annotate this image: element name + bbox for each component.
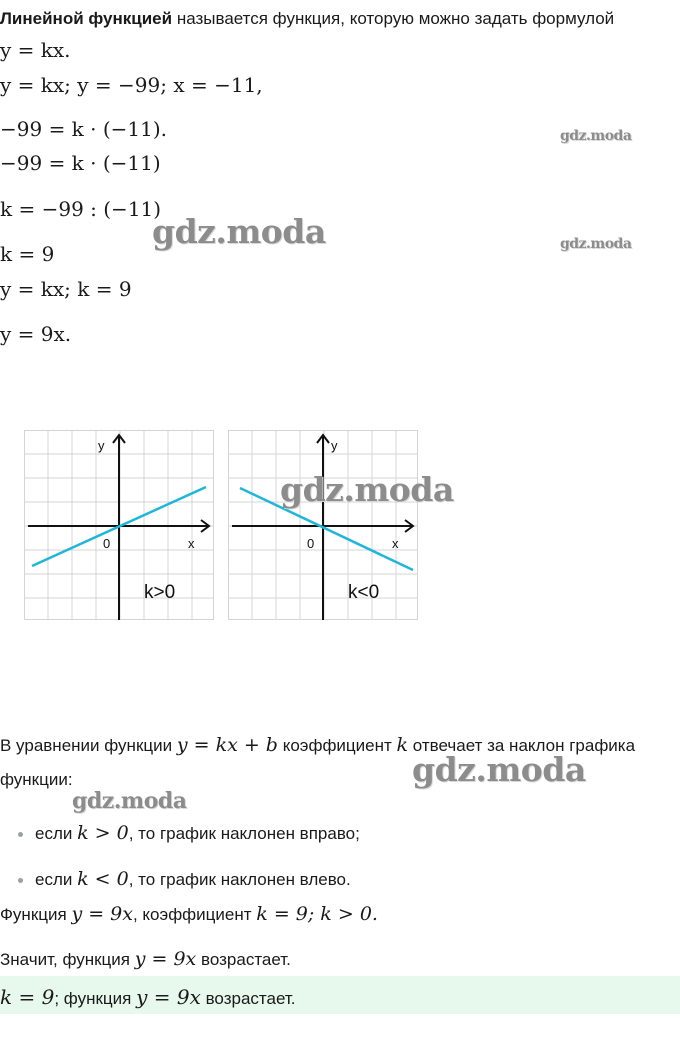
text-span: Значит, функция bbox=[0, 950, 130, 969]
formula: y = 9x bbox=[134, 948, 197, 970]
text-span: Функция bbox=[0, 905, 67, 924]
origin-label: 0 bbox=[307, 536, 315, 551]
text-span: если bbox=[35, 824, 73, 843]
graph-caption: k>0 bbox=[144, 582, 176, 603]
formula: k bbox=[396, 734, 409, 756]
watermark: gdz.moda bbox=[412, 750, 586, 789]
text-span: , коэффициент bbox=[132, 905, 252, 924]
intro-text: называется функция, которую можно задать формулой bbox=[176, 9, 615, 28]
list-item bbox=[35, 868, 351, 890]
step-5: k = 9 bbox=[0, 242, 55, 266]
text-span: коэффициент bbox=[282, 736, 392, 755]
conclusion-paragraph-2 bbox=[0, 948, 291, 970]
graph-caption: k<0 bbox=[348, 582, 380, 603]
bullet-dot bbox=[18, 878, 23, 883]
step-4: k = −99 : (−11) bbox=[0, 197, 162, 221]
graph-positive-slope bbox=[24, 430, 214, 620]
explanation-paragraph-cont: функции: bbox=[0, 770, 73, 789]
step-3: −99 = k · (−11) bbox=[0, 151, 161, 175]
formula: y = 9x bbox=[71, 903, 133, 925]
formula: k > 0 bbox=[77, 822, 129, 844]
text-span: , то график наклонен вправо; bbox=[128, 824, 360, 843]
list-item bbox=[35, 822, 360, 844]
formula: k = 9 bbox=[0, 985, 55, 1009]
graph-negative-slope bbox=[228, 430, 418, 620]
origin-label: 0 bbox=[103, 536, 111, 551]
formula: k = 9; k > 0. bbox=[256, 903, 378, 925]
text-span: В уравнении функции bbox=[0, 736, 173, 755]
step-1: y = kx; y = −99; x = −11, bbox=[0, 73, 263, 97]
watermark: gdz.moda bbox=[152, 212, 326, 251]
text-span: , то график наклонен влево. bbox=[128, 870, 351, 889]
formula: y = kx + b bbox=[176, 734, 278, 756]
intro-bold-term: Линейной функцией bbox=[0, 9, 173, 28]
step-7: y = 9x. bbox=[0, 322, 72, 346]
text-span: ; функция bbox=[54, 989, 132, 1008]
x-axis-label: x bbox=[392, 536, 399, 551]
watermark: gdz.moda bbox=[280, 470, 454, 509]
watermark: gdz.moda bbox=[72, 788, 187, 814]
intro-paragraph bbox=[0, 9, 614, 29]
formula-general: y = kx. bbox=[0, 38, 71, 62]
conclusion-paragraph bbox=[0, 903, 378, 925]
text-span: если bbox=[35, 870, 73, 889]
y-axis-label: y bbox=[331, 438, 338, 453]
text-span: возрастает. bbox=[201, 950, 291, 969]
formula: y = 9x bbox=[136, 985, 201, 1009]
watermark: gdz.moda bbox=[560, 128, 632, 144]
watermark: gdz.moda bbox=[560, 236, 632, 252]
bullet-dot bbox=[18, 832, 23, 837]
answer-text bbox=[0, 985, 295, 1009]
x-axis-label: x bbox=[188, 536, 195, 551]
y-axis-label: y bbox=[98, 438, 105, 453]
step-6: y = kx; k = 9 bbox=[0, 277, 132, 301]
formula: k < 0 bbox=[77, 868, 129, 890]
step-2: −99 = k · (−11). bbox=[0, 117, 168, 141]
text-span: отвечает за наклон графика bbox=[412, 736, 636, 755]
text-span: возрастает. bbox=[205, 989, 296, 1008]
